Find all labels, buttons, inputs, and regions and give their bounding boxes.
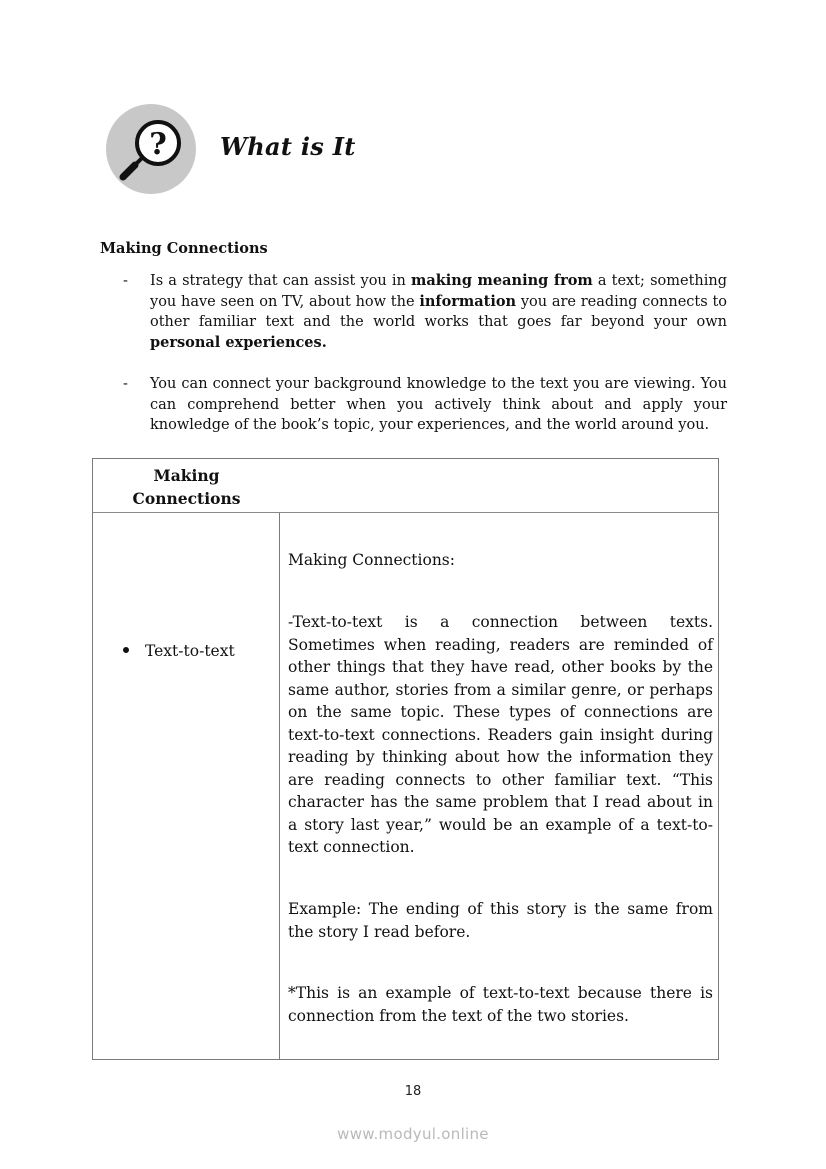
bullet-bold-text: personal experiences. — [150, 333, 327, 351]
bullet-dot-icon — [123, 647, 129, 653]
cell-example: Example: The ending of this story is the same from the story I read before. — [288, 900, 713, 941]
bullet-bold-text: making meaning from — [411, 272, 593, 289]
table-left-cell — [123, 642, 235, 660]
bullet-list-2 — [123, 374, 727, 436]
page-number: 18 — [404, 1084, 422, 1099]
bullet-item — [123, 374, 727, 436]
bullet-text: a text; something you have seen on TV, about how the — [150, 273, 728, 310]
table-right-cell — [288, 549, 713, 1027]
svg-text:?: ? — [149, 127, 167, 162]
dash-marker: - — [123, 376, 128, 392]
watermark: www.modyul.online — [337, 1125, 489, 1143]
bullet-bold-text: information — [419, 292, 517, 310]
connection-type-label: Text-to-text — [145, 642, 235, 660]
table-header-row — [93, 459, 718, 513]
connections-table — [92, 458, 719, 1060]
cell-title: Making Connections: — [288, 551, 455, 569]
table-header-cell — [93, 465, 280, 510]
magnifier-question-icon — [106, 104, 196, 194]
bullet-item — [123, 271, 727, 353]
bullet-text: you are reading connects to other familiar text and the world works that goes far beyond your own — [150, 293, 728, 331]
dash-marker: - — [123, 273, 128, 289]
bullet-list-1 — [123, 271, 727, 353]
bullet-text: You can connect your background knowledge to the text you are viewing. You can comprehend better when you actively think about and apply your knowledge of the book’s topic, your experiences, and the world around you. — [150, 376, 727, 434]
section-heading: Making Connections — [100, 240, 268, 257]
bullet-text: Is a strategy that can assist you in — [150, 273, 412, 289]
page-title: What is It — [220, 132, 356, 161]
header-line-2: Connections — [132, 488, 241, 508]
header-line-1: Making — [153, 466, 220, 485]
cell-definition: -Text-to-text is a connection between texts. Sometimes when reading, readers are reminded of other things that they have read, other books by the same author, stories from a similar genre, or perhaps on the same topic. These types of connections are text-to-text connections. Readers gain insight during reading by thinking about how the information they are reading connects to other familiar text. “This character has the same problem that I read about in a story last year,” would be an example of a text-to-text connection. — [288, 613, 713, 856]
column-divider — [279, 513, 280, 1059]
cell-note: *This is an example of text-to-text because there is connection from the text of the two stories. — [288, 984, 713, 1025]
